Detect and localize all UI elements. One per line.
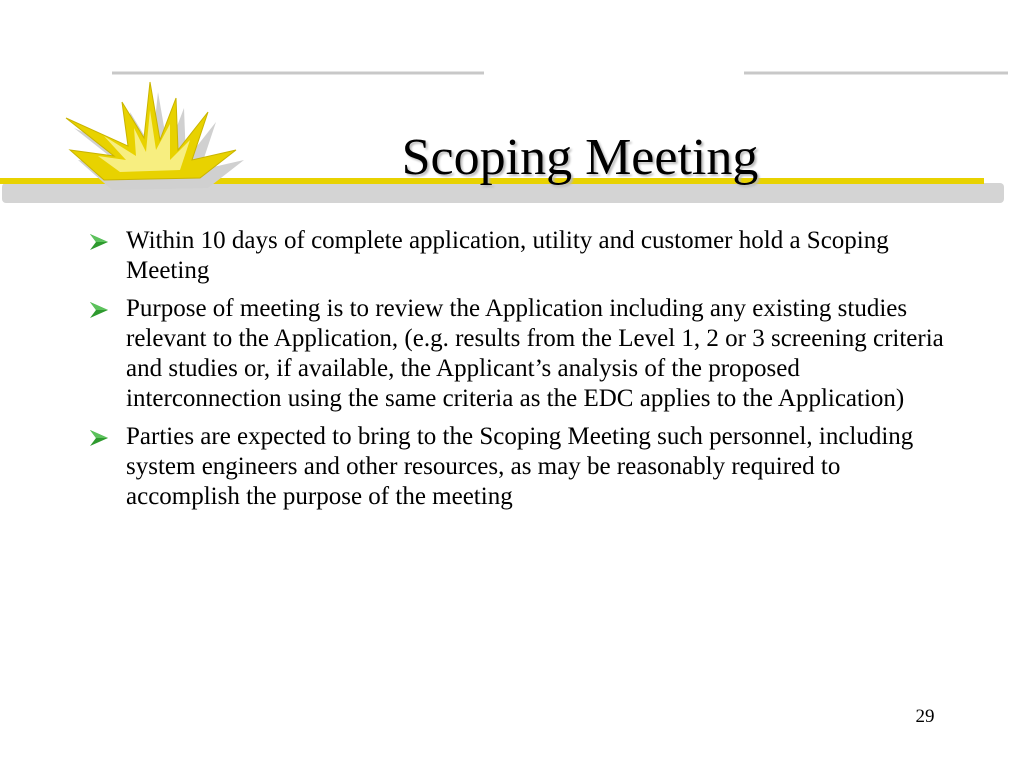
- bullet-item: [88, 422, 948, 512]
- bullet-item: [88, 294, 948, 414]
- arrow-bullet-icon: [88, 428, 110, 448]
- page-number: 29: [915, 706, 935, 727]
- bullet-text: Within 10 days of complete application, utility and customer hold a Scoping Meeting: [126, 227, 889, 284]
- starburst-icon: [66, 82, 244, 190]
- bullet-text: Parties are expected to bring to the Scoping Meeting such personnel, including system engineers and other resources, as may be reasonably required to accomplish the purpose of the meeting: [126, 423, 914, 510]
- bullet-list: [88, 226, 948, 520]
- bullet-item: [88, 226, 948, 286]
- arrow-bullet-icon: [88, 232, 110, 252]
- bullet-text: Purpose of meeting is to review the Application including any existing studies relevant to the Application, (e.g. results from the Level 1, 2 or 3 screening criteria and studies or, if available, the Applicant’s analysis of the proposed interconnection using the same criteria as the EDC applies to the Application): [126, 295, 944, 412]
- slide-title: Scoping Meeting: [401, 129, 759, 186]
- arrow-bullet-icon: [88, 300, 110, 320]
